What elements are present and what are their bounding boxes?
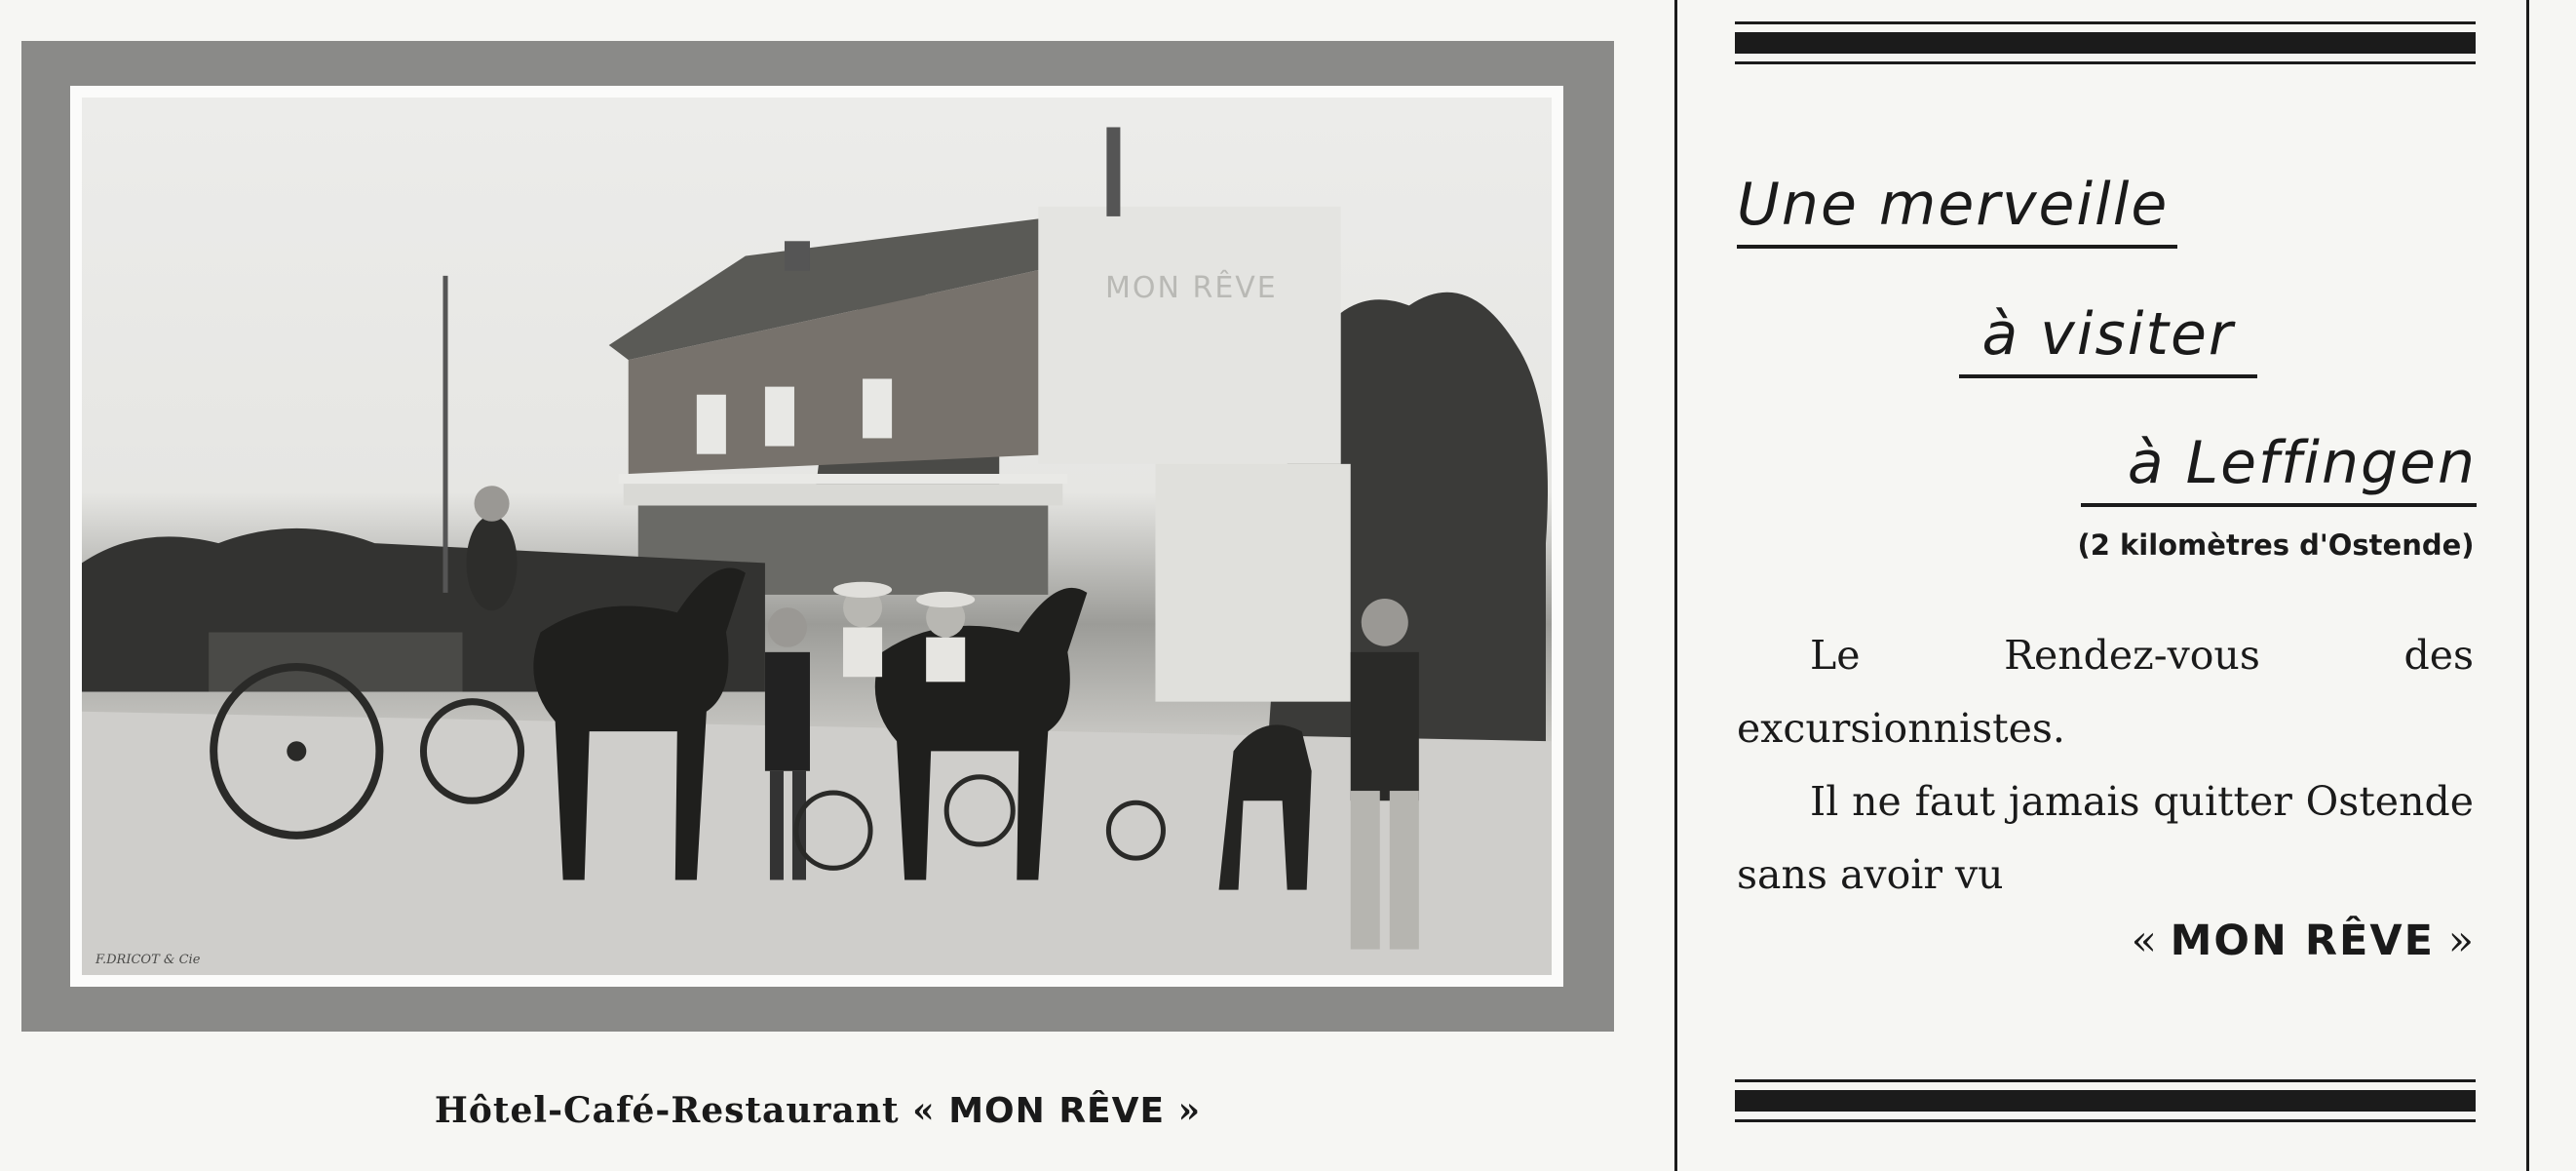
photo-caption <box>21 1090 1614 1131</box>
signature-close-quote: » <box>2447 917 2474 965</box>
ad-body <box>1737 619 2474 912</box>
ad-distance-note: (2 kilomètres d'Ostende) <box>2077 528 2475 562</box>
ornament-rule-top <box>1735 21 2476 64</box>
photo-frame <box>70 86 1563 987</box>
ad-paragraph-1: Le Rendez-vous des excursionnistes. <box>1737 632 2474 752</box>
caption-suffix: » <box>1177 1090 1202 1131</box>
signature-open-quote: « <box>2131 917 2157 965</box>
caption-name: MON RÊVE <box>948 1091 1166 1131</box>
building-sign-text: MON RÊVE <box>1105 271 1278 305</box>
photo-plate <box>21 41 1614 1032</box>
ad-heading-line3: à Leffingen <box>2081 429 2477 507</box>
ad-heading-line1: Une merveille <box>1737 171 2177 249</box>
hotel-photograph <box>82 98 1552 975</box>
photo-illustration <box>82 98 1552 975</box>
ad-heading-line2: à visiter <box>1959 300 2257 378</box>
ad-signature <box>1737 917 2474 965</box>
caption-prefix: Hôtel-Café-Restaurant « <box>434 1090 936 1131</box>
photo-credit: F.DRICOT & Cie <box>96 953 201 967</box>
signature-name: MON RÊVE <box>2170 917 2436 965</box>
ad-paragraph-2: Il ne faut jamais quitter Ostende sans avoir vu <box>1737 778 2474 898</box>
divider-left <box>1674 0 1677 1171</box>
divider-right <box>2526 0 2529 1171</box>
ornament-rule-bottom <box>1735 1079 2476 1122</box>
